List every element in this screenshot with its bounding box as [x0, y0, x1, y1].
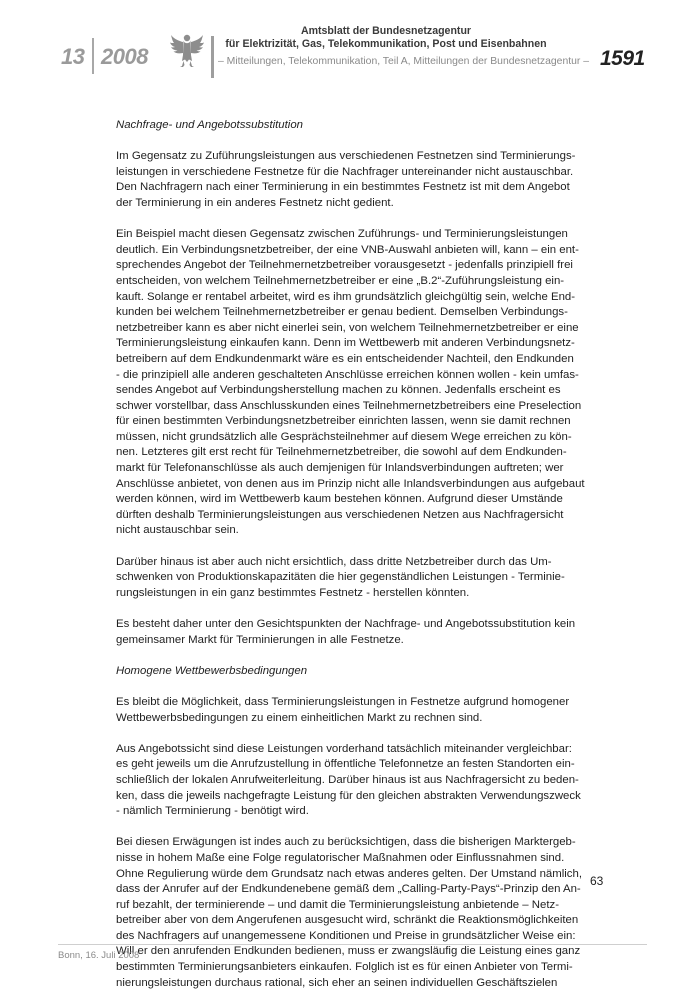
section-heading-competition: Homogene Wettbewerbsbedingungen [116, 664, 308, 677]
text-line: netzbetreiber kann es aber nicht einerlei sein, von welchem Teilnehmernetzbetreiber er eine [116, 321, 579, 334]
text-line: Im Gegensatz zu Zuführungsleistungen aus verschiedenen Festnetzen sind Terminierungs- [116, 150, 576, 163]
text-line: Ein Beispiel macht diesen Gegensatz zwischen Zuführungs- und Terminierungsleistungen [116, 228, 568, 241]
text-line: Anschlüsse anbietet, von denen aus im Prinzip nicht alle Inlandsverbindungen aus aufgebaut [116, 477, 585, 490]
text-line: für einen bestimmten Verbindungsnetzbetreiber einrichten lassen, wenn sie damit rechnen [116, 415, 571, 428]
text-line: dass der Anrufer auf der Endkundenebene gemäß dem „Calling-Party-Pays“-Prinzip den An- [116, 883, 581, 896]
paragraph-5 [116, 695, 596, 726]
header-divider [211, 36, 214, 78]
text-line: Aus Angebotssicht sind diese Leistungen vorderhand tatsächlich miteinander vergleichbar: [116, 742, 572, 755]
text-line: müssen, nicht grundsätzlich alle Gesprächsteilnehmer auf diesem Wege erreichen zu kön- [116, 430, 572, 443]
journal-title-line-1: Amtsblatt der Bundesnetzagentur [300, 25, 472, 37]
paragraph-7 [116, 835, 596, 991]
text-line: nen. Letzteres gilt erst recht für Teilnehmernetzbetreiber, die sowohl auf dem Endkunden- [116, 446, 567, 459]
text-line: rungsleistungen in ein ganz bestimmtes Festnetz - herstellen könnten. [116, 586, 470, 599]
text-line: Will er den anrufenden Endkunden bedienen, muss er zwangsläufig die Leistung eines ganz [116, 945, 581, 958]
text-line: bestimmten Terminierungsanbieters einkaufen. Folglich ist es für einen Anbieter von Termi- [116, 961, 573, 974]
article-body [116, 118, 596, 1007]
footer-divider [58, 944, 647, 945]
issue-number: 13 [61, 44, 85, 69]
footer-date: Bonn, 16. Juli 2008 [58, 950, 140, 961]
paragraph-1 [116, 149, 596, 211]
text-line: entscheiden, von welchem Teilnehmernetzbetreiber er eine „B.2“-Zuführungsleistung ein- [116, 274, 565, 287]
text-line: Darüber hinaus ist aber auch nicht ersichtlich, dass dritte Netzbetreiber durch das Um- [116, 555, 552, 568]
text-line: schwenken von Produktionskapazitäten die hier gegenständlichen Leistungen - Terminie- [116, 571, 565, 584]
text-line: sprechendes Angebot der Teilnehmernetzbetreiber vorausgesetzt - jedenfalls prinzipiell frei [116, 259, 573, 272]
paragraph-6 [116, 742, 596, 820]
section-heading-substitution: Nachfrage- und Angebotssubstitution [116, 119, 304, 131]
text-line: leistungen in verschiedene Festnetze für die Nachfrager untereinander nicht austauschbar. [116, 165, 574, 178]
text-line: der Terminierung in ein anderes Festnetz nicht gedient. [116, 196, 394, 209]
text-line: werden können, wird im Wettbewerb kaum bestehen können. Aufgrund dieser Umstände [116, 493, 563, 506]
text-line: nierungsleistungen durchaus rational, sich eher an seinen individuellen Geschäftszielen [116, 976, 558, 989]
text-line: markt für Telefonanschlüsse als auch demjenigen für Inlandsverbindungen auftreten; wer [116, 462, 564, 475]
journal-title [222, 25, 550, 51]
text-line: es geht jeweils um die Anrufzustellung in öffentliche Telefonnetze an festen Standorten ein- [116, 758, 575, 771]
issue-divider [92, 38, 94, 74]
text-line: Bei diesen Erwägungen ist indes auch zu berücksichtigen, dass die bisherigen Marktergeb- [116, 836, 576, 849]
journal-title-line-2: für Elektrizität, Gas, Telekommunikation, Post und Eisenbahnen [225, 38, 547, 50]
paragraph-4 [116, 617, 596, 648]
text-line: schließlich der lokalen Anrufweiterleitung. Darüber hinaus ist aus Nachfragersicht zu beden- [116, 773, 579, 786]
text-line: kauft. Solange er rentabel arbeitet, wird es ihm grundsätzlich gleichgültig sein, welche End- [116, 290, 576, 303]
text-line: kunden bei welchem Teilnehmernetzbetreiber er genau bedient. Demselben Verbindungs- [116, 306, 568, 319]
journal-subtitle: – Mitteilungen, Telekommunikation, Teil A, Mitteilungen der Bundesnetzagentur – [218, 56, 590, 67]
text-line: Den Nachfragern nach einer Terminierung in ein bestimmtes Festnetz ist mit dem Angebot [116, 181, 570, 194]
text-line: betreiber aber von dem Angerufenen ausgesucht wird, schränkt die Reaktionsmöglichkeiten [116, 914, 579, 927]
text-line: nisse in hohem Maße eine Folge regulatorischer Maßnahmen oder Einflussnahmen sind. [116, 851, 565, 864]
text-line: dürften deshalb Terminierungsleistungen aus verschiedenen Netzen aus Nachfragersicht [116, 508, 564, 521]
text-line: deutlich. Ein Verbindungsnetzbetreiber, der eine VNB-Auswahl anbieten will, kann – ein ent- [116, 243, 579, 256]
page-number: 1591 [600, 47, 645, 70]
text-line: Terminierungsleistung einkaufen kann. Denn im Wettbewerb mit anderen Verbindungsnetz- [116, 337, 575, 350]
text-line: des Nachfragers auf unangemessene Konditionen und Preise in grundsätzlicher Weise ein: [116, 929, 576, 942]
text-line: - nämlich Terminierung - benötigt wird. [116, 805, 309, 818]
text-line: nicht austauschbar sein. [116, 524, 239, 537]
text-line: Es besteht daher unter den Gesichtspunkten der Nachfrage- und Angebotssubstitution kein [116, 618, 576, 630]
federal-eagle-icon [169, 31, 205, 71]
paragraph-2 [116, 227, 596, 539]
text-line: Wettbewerbsbedingungen zu einem einheitlichen Markt zu rechnen sind. [116, 711, 483, 724]
text-line: Es bleibt die Möglichkeit, dass Terminierungsleistungen in Festnetze aufgrund homogener [116, 695, 570, 708]
text-line: ken, dass die jeweils nachgefragte Leistung für den gleichen abstrakten Verwendungszweck [116, 789, 581, 802]
paragraph-3 [116, 555, 596, 602]
text-line: Ohne Regulierung würde dem Grundsatz nach etwas anderes gelten. Der Umstand nämlich, [116, 867, 582, 880]
text-line: gemeinsamer Markt für Terminierungen in alle Festnetze. [116, 633, 404, 646]
text-line: - die prinzipiell alle anderen geschalteten Anschlüsse erreichen können wollen - kein umfas- [116, 368, 579, 381]
text-line: sendes Angebot auf Verbindungsherstellung machen zu können. Jedenfalls erscheint es [116, 384, 561, 397]
text-line: betreibern auf dem Endkundenmarkt wäre es ein entscheidender Nachteil, den Endkunden [116, 352, 574, 365]
text-line: schwer vorstellbar, dass Anschlusskunden eines Teilnehmernetzbetreibers eine Preselection [116, 399, 582, 412]
issue-year: 2008 [101, 44, 148, 69]
text-line: ruf bezahlt, der terminierende – und damit die Terminierungsleistung anbietende – Netz- [116, 898, 560, 911]
folio-number: 63 [590, 874, 604, 888]
